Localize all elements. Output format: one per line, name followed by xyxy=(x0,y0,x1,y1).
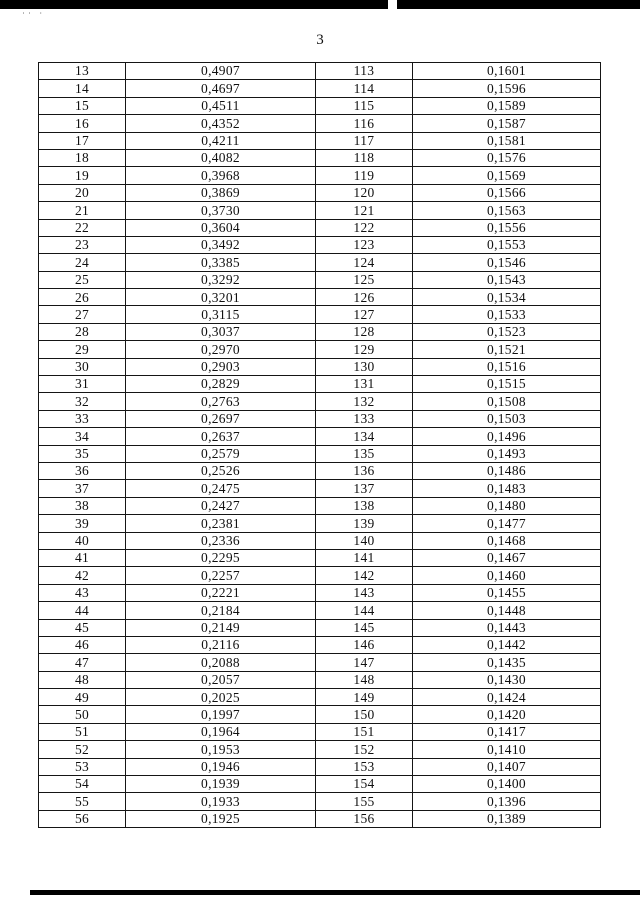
table-row xyxy=(39,532,601,549)
table-cell: 53 xyxy=(39,758,126,775)
table-cell: 0,3292 xyxy=(126,271,316,288)
table-row xyxy=(39,497,601,514)
table-row xyxy=(39,793,601,810)
table-cell: 0,3869 xyxy=(126,184,316,201)
table-cell: 125 xyxy=(316,271,413,288)
scan-edge-artifact-top xyxy=(0,0,640,9)
table-cell: 122 xyxy=(316,219,413,236)
table-cell: 0,2763 xyxy=(126,393,316,410)
table-cell: 17 xyxy=(39,132,126,149)
table-cell: 0,3968 xyxy=(126,167,316,184)
table-cell: 0,1467 xyxy=(413,549,601,566)
table-cell: 151 xyxy=(316,723,413,740)
table-cell: 0,1460 xyxy=(413,567,601,584)
table-row xyxy=(39,689,601,706)
table-cell: 124 xyxy=(316,254,413,271)
table-cell: 0,1587 xyxy=(413,115,601,132)
table-cell: 29 xyxy=(39,341,126,358)
table-cell: 56 xyxy=(39,810,126,827)
table-cell: 120 xyxy=(316,184,413,201)
table-cell: 48 xyxy=(39,671,126,688)
table-cell: 115 xyxy=(316,97,413,114)
table-row xyxy=(39,602,601,619)
table-cell: 0,1493 xyxy=(413,445,601,462)
table-row xyxy=(39,115,601,132)
table-cell: 0,1566 xyxy=(413,184,601,201)
table-cell: 129 xyxy=(316,341,413,358)
table-cell: 150 xyxy=(316,706,413,723)
table-row xyxy=(39,462,601,479)
table-row xyxy=(39,515,601,532)
table-cell: 132 xyxy=(316,393,413,410)
table-cell: 0,1424 xyxy=(413,689,601,706)
table-cell: 119 xyxy=(316,167,413,184)
table-cell: 0,2295 xyxy=(126,549,316,566)
table-cell: 0,3604 xyxy=(126,219,316,236)
table-cell: 0,1556 xyxy=(413,219,601,236)
table-cell: 117 xyxy=(316,132,413,149)
table-cell: 0,1468 xyxy=(413,532,601,549)
table-cell: 114 xyxy=(316,80,413,97)
table-cell: 0,3115 xyxy=(126,306,316,323)
data-table xyxy=(38,62,601,828)
table-row xyxy=(39,810,601,827)
table-cell: 0,2637 xyxy=(126,428,316,445)
table-cell: 40 xyxy=(39,532,126,549)
table-row xyxy=(39,706,601,723)
table-cell: 13 xyxy=(39,63,126,80)
table-cell: 0,1953 xyxy=(126,741,316,758)
table-cell: 121 xyxy=(316,202,413,219)
table-cell: 0,1508 xyxy=(413,393,601,410)
table-cell: 46 xyxy=(39,636,126,653)
table-row xyxy=(39,289,601,306)
table-row xyxy=(39,132,601,149)
table-cell: 116 xyxy=(316,115,413,132)
table-cell: 0,2221 xyxy=(126,584,316,601)
table-row xyxy=(39,654,601,671)
table-cell: 37 xyxy=(39,480,126,497)
table-cell: 0,2970 xyxy=(126,341,316,358)
table-row xyxy=(39,97,601,114)
table-cell: 0,1407 xyxy=(413,758,601,775)
table-cell: 138 xyxy=(316,497,413,514)
table-cell: 24 xyxy=(39,254,126,271)
table-cell: 0,2116 xyxy=(126,636,316,653)
table-cell: 0,3037 xyxy=(126,323,316,340)
table-cell: 26 xyxy=(39,289,126,306)
table-cell: 0,1589 xyxy=(413,97,601,114)
table-cell: 152 xyxy=(316,741,413,758)
page-number: 3 xyxy=(316,32,324,48)
table-row xyxy=(39,80,601,97)
table-cell: 33 xyxy=(39,410,126,427)
table-cell: 143 xyxy=(316,584,413,601)
table-cell: 0,2336 xyxy=(126,532,316,549)
table-cell: 0,1933 xyxy=(126,793,316,810)
table-cell: 130 xyxy=(316,358,413,375)
table-cell: 0,1480 xyxy=(413,497,601,514)
table-cell: 31 xyxy=(39,376,126,393)
table-cell: 51 xyxy=(39,723,126,740)
table-row xyxy=(39,323,601,340)
table-cell: 25 xyxy=(39,271,126,288)
table-row xyxy=(39,306,601,323)
table-row xyxy=(39,567,601,584)
table-cell: 0,1576 xyxy=(413,149,601,166)
table-cell: 38 xyxy=(39,497,126,514)
table-cell: 0,1455 xyxy=(413,584,601,601)
table-cell: 0,4907 xyxy=(126,63,316,80)
table-row xyxy=(39,741,601,758)
table-cell: 118 xyxy=(316,149,413,166)
table-row xyxy=(39,549,601,566)
table-cell: 0,1553 xyxy=(413,236,601,253)
table-row xyxy=(39,445,601,462)
table-cell: 0,1389 xyxy=(413,810,601,827)
table-cell: 16 xyxy=(39,115,126,132)
table-cell: 142 xyxy=(316,567,413,584)
table-cell: 34 xyxy=(39,428,126,445)
table-cell: 21 xyxy=(39,202,126,219)
table-cell: 0,2057 xyxy=(126,671,316,688)
table-cell: 0,1596 xyxy=(413,80,601,97)
table-cell: 0,2427 xyxy=(126,497,316,514)
table-cell: 141 xyxy=(316,549,413,566)
table-cell: 134 xyxy=(316,428,413,445)
table-cell: 15 xyxy=(39,97,126,114)
table-cell: 18 xyxy=(39,149,126,166)
table-cell: 0,3492 xyxy=(126,236,316,253)
table-cell: 30 xyxy=(39,358,126,375)
table-cell: 156 xyxy=(316,810,413,827)
table-cell: 147 xyxy=(316,654,413,671)
table-cell: 0,1396 xyxy=(413,793,601,810)
table-cell: 27 xyxy=(39,306,126,323)
table-cell: 0,1443 xyxy=(413,619,601,636)
table-cell: 0,1448 xyxy=(413,602,601,619)
table-cell: 0,1496 xyxy=(413,428,601,445)
scan-edge-artifact-bottom xyxy=(30,890,640,895)
table-cell: 123 xyxy=(316,236,413,253)
table-cell: 154 xyxy=(316,776,413,793)
table-cell: 32 xyxy=(39,393,126,410)
table-row xyxy=(39,358,601,375)
table-cell: 28 xyxy=(39,323,126,340)
table-cell: 35 xyxy=(39,445,126,462)
table-cell: 52 xyxy=(39,741,126,758)
table-cell: 55 xyxy=(39,793,126,810)
table-cell: 0,4352 xyxy=(126,115,316,132)
table-row xyxy=(39,219,601,236)
table-cell: 0,2475 xyxy=(126,480,316,497)
table-cell: 0,2257 xyxy=(126,567,316,584)
table-cell: 145 xyxy=(316,619,413,636)
table-cell: 136 xyxy=(316,462,413,479)
table-cell: 0,1400 xyxy=(413,776,601,793)
table-cell: 0,2025 xyxy=(126,689,316,706)
table-cell: 0,2697 xyxy=(126,410,316,427)
table-cell: 148 xyxy=(316,671,413,688)
table-cell: 0,3201 xyxy=(126,289,316,306)
table-cell: 0,2579 xyxy=(126,445,316,462)
table-cell: 0,1417 xyxy=(413,723,601,740)
table-cell: 0,1503 xyxy=(413,410,601,427)
table-cell: 0,4082 xyxy=(126,149,316,166)
table-cell: 0,4511 xyxy=(126,97,316,114)
table-cell: 0,2381 xyxy=(126,515,316,532)
table-cell: 0,1523 xyxy=(413,323,601,340)
table-row xyxy=(39,636,601,653)
table-cell: 0,3385 xyxy=(126,254,316,271)
table-cell: 0,1569 xyxy=(413,167,601,184)
table-cell: 0,1997 xyxy=(126,706,316,723)
table-cell: 0,1410 xyxy=(413,741,601,758)
table-cell: 14 xyxy=(39,80,126,97)
table-row xyxy=(39,149,601,166)
table-cell: 0,2184 xyxy=(126,602,316,619)
table-cell: 128 xyxy=(316,323,413,340)
table-row xyxy=(39,341,601,358)
table-cell: 47 xyxy=(39,654,126,671)
table-cell: 0,1925 xyxy=(126,810,316,827)
table-cell: 0,1546 xyxy=(413,254,601,271)
table-row xyxy=(39,63,601,80)
table-cell: 135 xyxy=(316,445,413,462)
table-cell: 0,1435 xyxy=(413,654,601,671)
scan-speckle-artifact: ˙˙ ˙ xyxy=(22,11,46,21)
table-cell: 140 xyxy=(316,532,413,549)
table-cell: 20 xyxy=(39,184,126,201)
table-cell: 36 xyxy=(39,462,126,479)
table-row xyxy=(39,254,601,271)
table-row xyxy=(39,236,601,253)
table-cell: 0,1543 xyxy=(413,271,601,288)
table-cell: 42 xyxy=(39,567,126,584)
table-cell: 43 xyxy=(39,584,126,601)
table-cell: 0,1430 xyxy=(413,671,601,688)
table-cell: 49 xyxy=(39,689,126,706)
table-cell: 0,1939 xyxy=(126,776,316,793)
table-cell: 146 xyxy=(316,636,413,653)
table-cell: 0,1477 xyxy=(413,515,601,532)
table-row xyxy=(39,671,601,688)
table-row xyxy=(39,584,601,601)
table-row xyxy=(39,776,601,793)
table-row xyxy=(39,619,601,636)
table-row xyxy=(39,758,601,775)
table-row xyxy=(39,480,601,497)
table-cell: 45 xyxy=(39,619,126,636)
table-row xyxy=(39,184,601,201)
table-cell: 127 xyxy=(316,306,413,323)
table-row xyxy=(39,410,601,427)
table-cell: 126 xyxy=(316,289,413,306)
table-cell: 0,1516 xyxy=(413,358,601,375)
table-row xyxy=(39,376,601,393)
table-cell: 149 xyxy=(316,689,413,706)
table-cell: 0,1964 xyxy=(126,723,316,740)
table-cell: 0,2903 xyxy=(126,358,316,375)
table-cell: 0,1581 xyxy=(413,132,601,149)
table-cell: 0,1442 xyxy=(413,636,601,653)
table-cell: 131 xyxy=(316,376,413,393)
table-cell: 0,1533 xyxy=(413,306,601,323)
table-cell: 133 xyxy=(316,410,413,427)
table-cell: 0,3730 xyxy=(126,202,316,219)
table-cell: 0,1534 xyxy=(413,289,601,306)
table-body xyxy=(39,63,601,828)
table-cell: 0,2088 xyxy=(126,654,316,671)
table-cell: 0,1486 xyxy=(413,462,601,479)
table-cell: 0,1563 xyxy=(413,202,601,219)
table-cell: 0,1946 xyxy=(126,758,316,775)
table-cell: 0,2829 xyxy=(126,376,316,393)
table-cell: 23 xyxy=(39,236,126,253)
table-cell: 0,1483 xyxy=(413,480,601,497)
scan-edge-gap xyxy=(388,0,397,9)
table-cell: 0,1601 xyxy=(413,63,601,80)
table-cell: 0,1420 xyxy=(413,706,601,723)
table-cell: 0,1521 xyxy=(413,341,601,358)
table-cell: 54 xyxy=(39,776,126,793)
table-row xyxy=(39,202,601,219)
table-cell: 39 xyxy=(39,515,126,532)
table-cell: 153 xyxy=(316,758,413,775)
table-cell: 139 xyxy=(316,515,413,532)
table-row xyxy=(39,271,601,288)
table-cell: 0,2149 xyxy=(126,619,316,636)
table-row xyxy=(39,723,601,740)
table-cell: 144 xyxy=(316,602,413,619)
table-cell: 137 xyxy=(316,480,413,497)
table-cell: 50 xyxy=(39,706,126,723)
table-cell: 155 xyxy=(316,793,413,810)
table-row xyxy=(39,428,601,445)
table-cell: 0,2526 xyxy=(126,462,316,479)
table-cell: 0,1515 xyxy=(413,376,601,393)
table-cell: 41 xyxy=(39,549,126,566)
table-cell: 0,4697 xyxy=(126,80,316,97)
table-cell: 0,4211 xyxy=(126,132,316,149)
table-cell: 113 xyxy=(316,63,413,80)
table-cell: 22 xyxy=(39,219,126,236)
table-row xyxy=(39,393,601,410)
table-row xyxy=(39,167,601,184)
table-cell: 19 xyxy=(39,167,126,184)
table-cell: 44 xyxy=(39,602,126,619)
